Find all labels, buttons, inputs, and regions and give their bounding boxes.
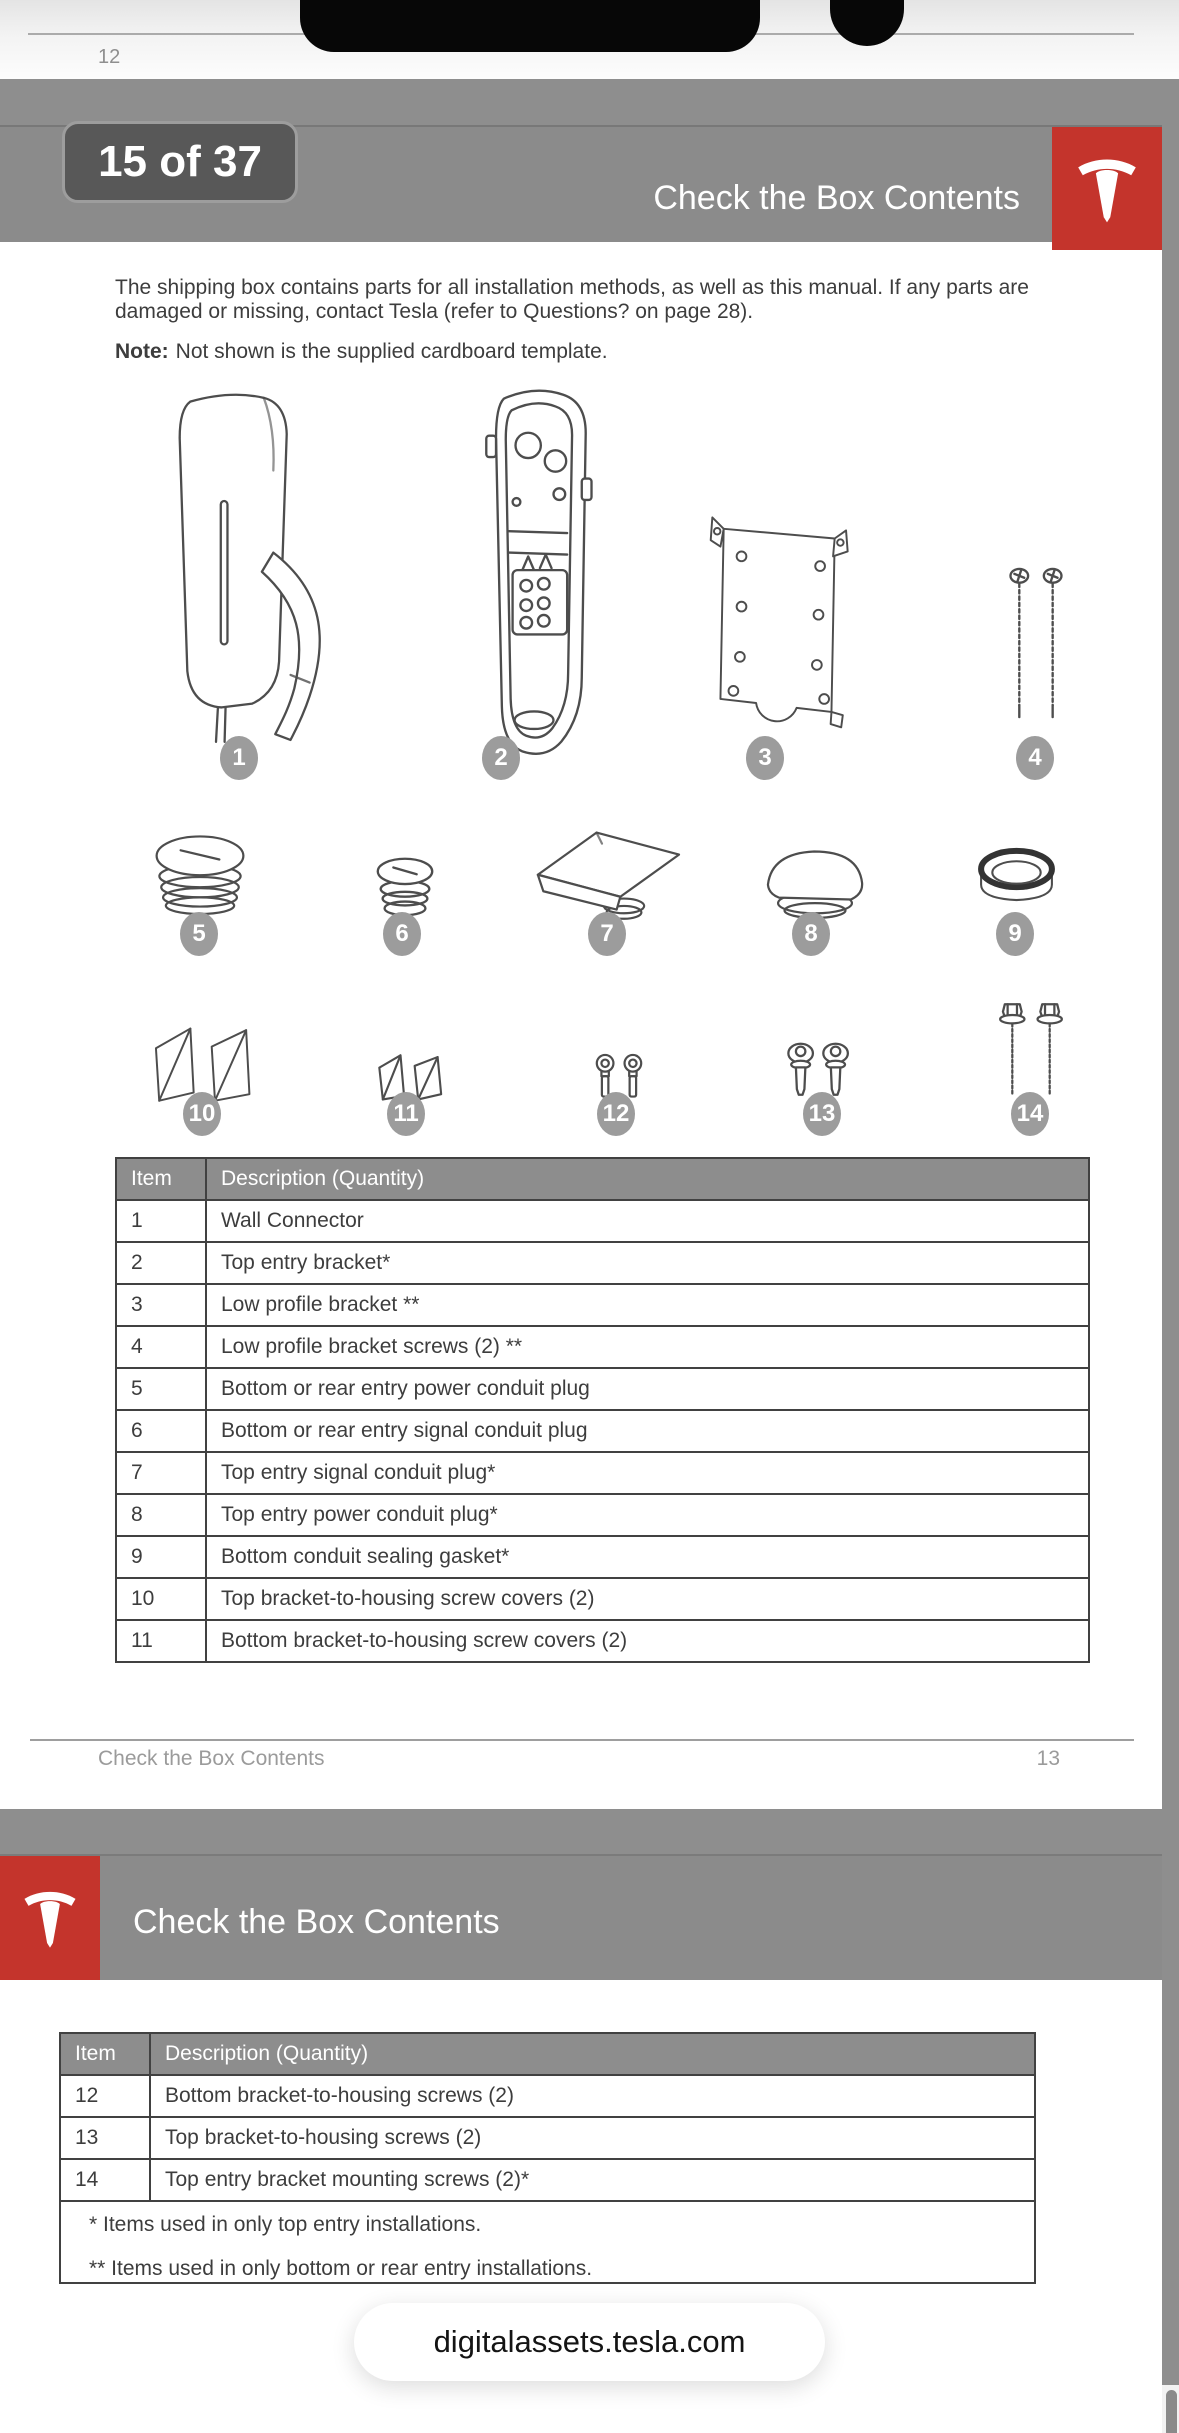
wall-connector-figure [130, 388, 345, 744]
table-header-row [116, 1158, 1089, 1200]
table-row: 3 Low profile bracket ** [116, 1284, 1089, 1326]
column-header-description: Description (Quantity) [150, 2033, 1035, 2075]
signal-conduit-plug-figure [366, 850, 444, 920]
table-footnotes-row [60, 2201, 1035, 2283]
table-row: 6 Bottom or rear entry signal conduit plug [116, 1410, 1089, 1452]
table-row: 4 Low profile bracket screws (2) ** [116, 1326, 1089, 1368]
column-header-description: Description (Quantity) [206, 1158, 1089, 1200]
previous-page-number: 12 [98, 46, 121, 68]
figure-number-badge: 9 [996, 912, 1034, 956]
previous-page-bottom [0, 0, 1179, 79]
viewer-toolbar-pill[interactable] [300, 0, 760, 52]
figure-number-badge: 12 [597, 1092, 635, 1136]
figure-number-badge: 8 [792, 912, 830, 956]
figure-number-badge: 11 [387, 1092, 425, 1136]
top-entry-bracket-figure [458, 385, 612, 765]
figure-number-badge: 4 [1016, 736, 1054, 780]
note-label: Note: [115, 340, 169, 363]
table-row: 1 Wall Connector [116, 1200, 1089, 1242]
table-row: 2 Top entry bracket* [116, 1242, 1089, 1284]
figure-number-badge: 13 [803, 1092, 841, 1136]
figure-number-badge: 1 [220, 736, 258, 780]
figure-number-badge: 10 [183, 1092, 221, 1136]
tesla-logo-square [1052, 127, 1162, 250]
figure-number-badge: 3 [746, 736, 784, 780]
table-row: 14 Top entry bracket mounting screws (2)* [60, 2159, 1035, 2201]
figure-number-badge: 6 [383, 912, 421, 956]
power-conduit-plug-figure [140, 828, 260, 915]
footer-divider [30, 1739, 1134, 1741]
footnote-bottom-rear-entry: ** Items used in only bottom or rear entry installations. [89, 2257, 593, 2280]
page1-title: Check the Box Contents [653, 179, 1020, 217]
parts-table-page1 [115, 1157, 1090, 1663]
top-entry-signal-plug-figure [525, 825, 690, 919]
mounting-screws-figure [988, 998, 1074, 1102]
table-row: 7 Top entry signal conduit plug* [116, 1452, 1089, 1494]
url-pill[interactable]: digitalassets.tesla.com [354, 2303, 825, 2381]
tesla-logo-icon [21, 1886, 79, 1950]
tesla-logo-square [0, 1856, 100, 1980]
page2-title: Check the Box Contents [133, 1903, 500, 1941]
table-row: 10 Top bracket-to-housing screw covers (2) [116, 1578, 1089, 1620]
table-row: 11 Bottom bracket-to-housing screw covers (2) [116, 1620, 1089, 1662]
table-header-row [60, 2033, 1035, 2075]
footer-section-title: Check the Box Contents [98, 1747, 325, 1770]
table-row: 12 Bottom bracket-to-housing screws (2) [60, 2075, 1035, 2117]
tesla-logo-icon [1074, 153, 1140, 225]
table-row: 5 Bottom or rear entry power conduit plug [116, 1368, 1089, 1410]
sealing-gasket-figure [969, 843, 1064, 914]
figure-number-badge: 2 [482, 736, 520, 780]
note-line [115, 340, 608, 364]
low-profile-bracket-screws-figure [995, 566, 1075, 721]
table-row: 13 Top bracket-to-housing screws (2) [60, 2117, 1035, 2159]
footer-page-number: 13 [1036, 1747, 1060, 1770]
figure-number-badge: 5 [180, 912, 218, 956]
note-text: Not shown is the supplied cardboard template. [175, 340, 608, 363]
column-header-item: Item [60, 2033, 150, 2075]
footnote-top-entry: * Items used in only top entry installations. [89, 2213, 482, 2236]
intro-paragraph: The shipping box contains parts for all installation methods, as well as this manual. If any parts are damaged or missing, contact Tesla (refer to Questions? on page 28). [115, 276, 1029, 323]
scrollbar-thumb[interactable] [1166, 2390, 1177, 2433]
viewer-toolbar-button[interactable] [830, 0, 904, 46]
low-profile-bracket-figure [695, 498, 865, 733]
parts-table-page2 [59, 2032, 1036, 2284]
column-header-item: Item [116, 1158, 206, 1200]
table-row: 9 Bottom conduit sealing gasket* [116, 1536, 1089, 1578]
page-position-badge: 15 of 37 [62, 121, 298, 203]
figure-number-badge: 14 [1011, 1092, 1049, 1136]
top-entry-power-plug-figure [755, 842, 875, 920]
figure-number-badge: 7 [588, 912, 626, 956]
table-row: 8 Top entry power conduit plug* [116, 1494, 1089, 1536]
